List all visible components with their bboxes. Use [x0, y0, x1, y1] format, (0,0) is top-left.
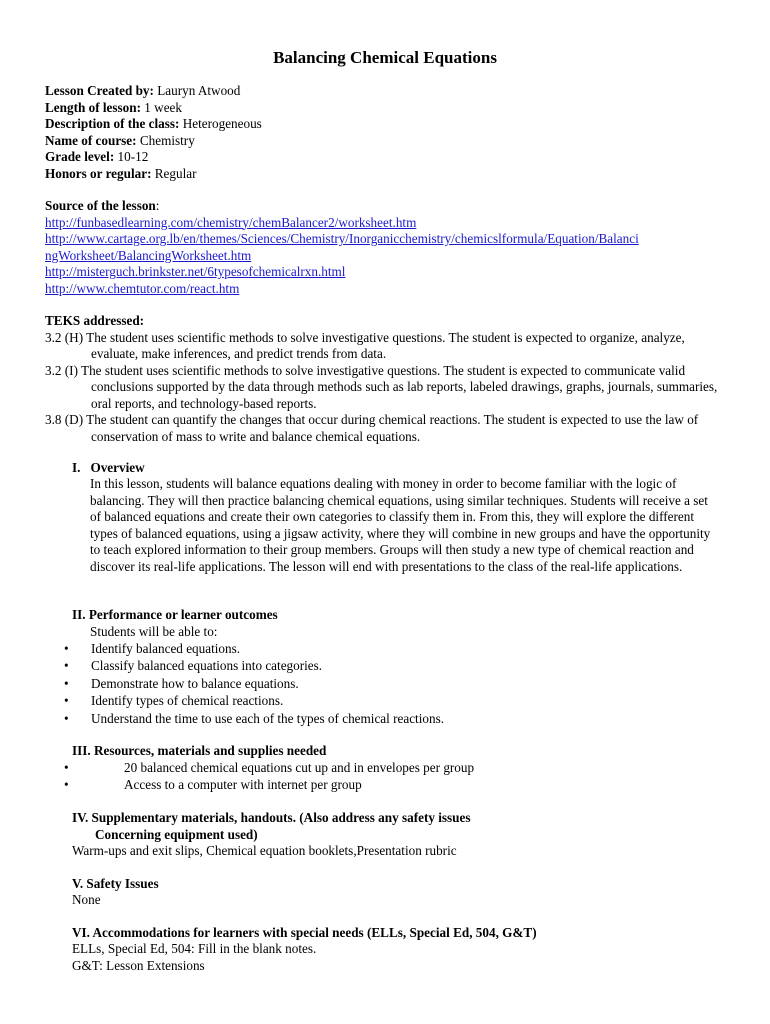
- overview-text: In this lesson, students will balance equations dealing with money in order to become familiar with the logic of balancing. They will then practice balancing chemical equations, using similar techniques. Students will receive a set of balanced equations and create their own categories to classify them in. From this, they will explore the different types of balanced equations, using a jigsaw activity, where they will combine in new groups and have the opportunity to teach explored information to their group members. Groups will then study a new type of chemical reaction and discover its real-life applications. The lesson will end with presentations to the class of the real-life applications.: [90, 476, 711, 574]
- safety-text: None: [72, 892, 101, 907]
- source-link-4[interactable]: http://www.chemtutor.com/react.htm: [45, 280, 240, 296]
- meta-course: Name of course: Chemistry: [45, 132, 195, 148]
- accommodations-gt: G&T: Lesson Extensions: [72, 958, 205, 973]
- lesson-info: [45, 83, 730, 182]
- teks-heading: TEKS addressed:: [45, 313, 145, 328]
- list-item: • Classify balanced equations into categories.: [64, 658, 323, 674]
- list-item: • 20 balanced chemical equations cut up and in envelopes per group: [64, 760, 475, 775]
- source-link-2[interactable]: http://www.cartage.org.lb/en/themes/Sciences/Chemistry/Inorganicchemistry/chemicslformula/Equation/Balanci: [45, 231, 639, 246]
- teks-item: 3.2 (I) The student uses scientific methods to solve investigative questions. The student is expected to communicate valid conclusions supported by the data through methods such as lab reports, labeled drawings, graphs, journals, summaries, oral reports, and technology-based reports.: [45, 362, 718, 411]
- source-link-3[interactable]: http://misterguch.brinkster.net/6typesofchemicalrxn.html: [45, 264, 346, 279]
- list-item: • Identify types of chemical reactions.: [64, 693, 284, 709]
- teks-item: 3.2 (H) The student uses scientific methods to solve investigative questions. The student is expected to organize, analyze, evaluate, make inferences, and predict trends from data.: [45, 329, 685, 361]
- bullet-icon: •: [64, 710, 69, 726]
- overview-heading: I. Overview: [72, 460, 145, 475]
- supplementary-heading-line2: Concerning equipment used): [95, 827, 258, 842]
- source-link-2-continued[interactable]: ngWorksheet/BalancingWorksheet.htm: [45, 247, 252, 263]
- outcomes-intro: Students will be able to:: [90, 624, 218, 639]
- bullet-icon: •: [64, 693, 69, 709]
- bullet-icon: •: [64, 760, 69, 775]
- teks-item: 3.8 (D) The student can quantify the changes that occur during chemical reactions. The student is expected to use the law of conservation of mass to write and balance chemical equations.: [45, 412, 699, 444]
- outcomes-list: [64, 641, 444, 728]
- list-item: • Access to a computer with internet per group: [64, 777, 362, 793]
- bullet-icon: •: [64, 675, 69, 691]
- source-heading: Source of the lesson:: [45, 198, 160, 213]
- meta-description: Description of the class: Heterogeneous: [45, 116, 262, 131]
- bullet-icon: •: [64, 641, 69, 656]
- list-item: • Demonstrate how to balance equations.: [64, 675, 299, 691]
- bullet-icon: •: [64, 777, 69, 793]
- bullet-icon: •: [64, 658, 69, 674]
- accommodations-heading: VI. Accommodations for learners with special needs (ELLs, Special Ed, 504, G&T): [72, 925, 537, 940]
- page-title: Balancing Chemical Equations: [273, 48, 497, 67]
- list-item: • Identify balanced equations.: [64, 641, 241, 656]
- safety-heading: V. Safety Issues: [72, 876, 159, 891]
- source-link-1[interactable]: http://funbasedlearning.com/chemistry/chemBalancer2/worksheet.htm: [45, 214, 417, 230]
- meta-grade: Grade level: 10-12: [45, 149, 149, 164]
- meta-honors: Honors or regular: Regular: [45, 165, 197, 181]
- resources-list: [64, 760, 474, 795]
- meta-length: Length of lesson: 1 week: [45, 99, 182, 115]
- outcomes-heading: II. Performance or learner outcomes: [72, 607, 278, 622]
- supplementary-text: Warm-ups and exit slips, Chemical equation booklets,Presentation rubric: [72, 843, 457, 858]
- source-section: [45, 198, 730, 297]
- meta-created-by: Lesson Created by: Lauryn Atwood: [45, 83, 241, 98]
- list-item: • Understand the time to use each of the types of chemical reactions.: [64, 710, 445, 726]
- accommodations-ell: ELLs, Special Ed, 504: Fill in the blank notes.: [72, 941, 317, 956]
- resources-heading: III. Resources, materials and supplies needed: [72, 743, 327, 758]
- teks-section: [45, 313, 720, 445]
- supplementary-heading: IV. Supplementary materials, handouts. (Also address any safety issues: [72, 810, 471, 825]
